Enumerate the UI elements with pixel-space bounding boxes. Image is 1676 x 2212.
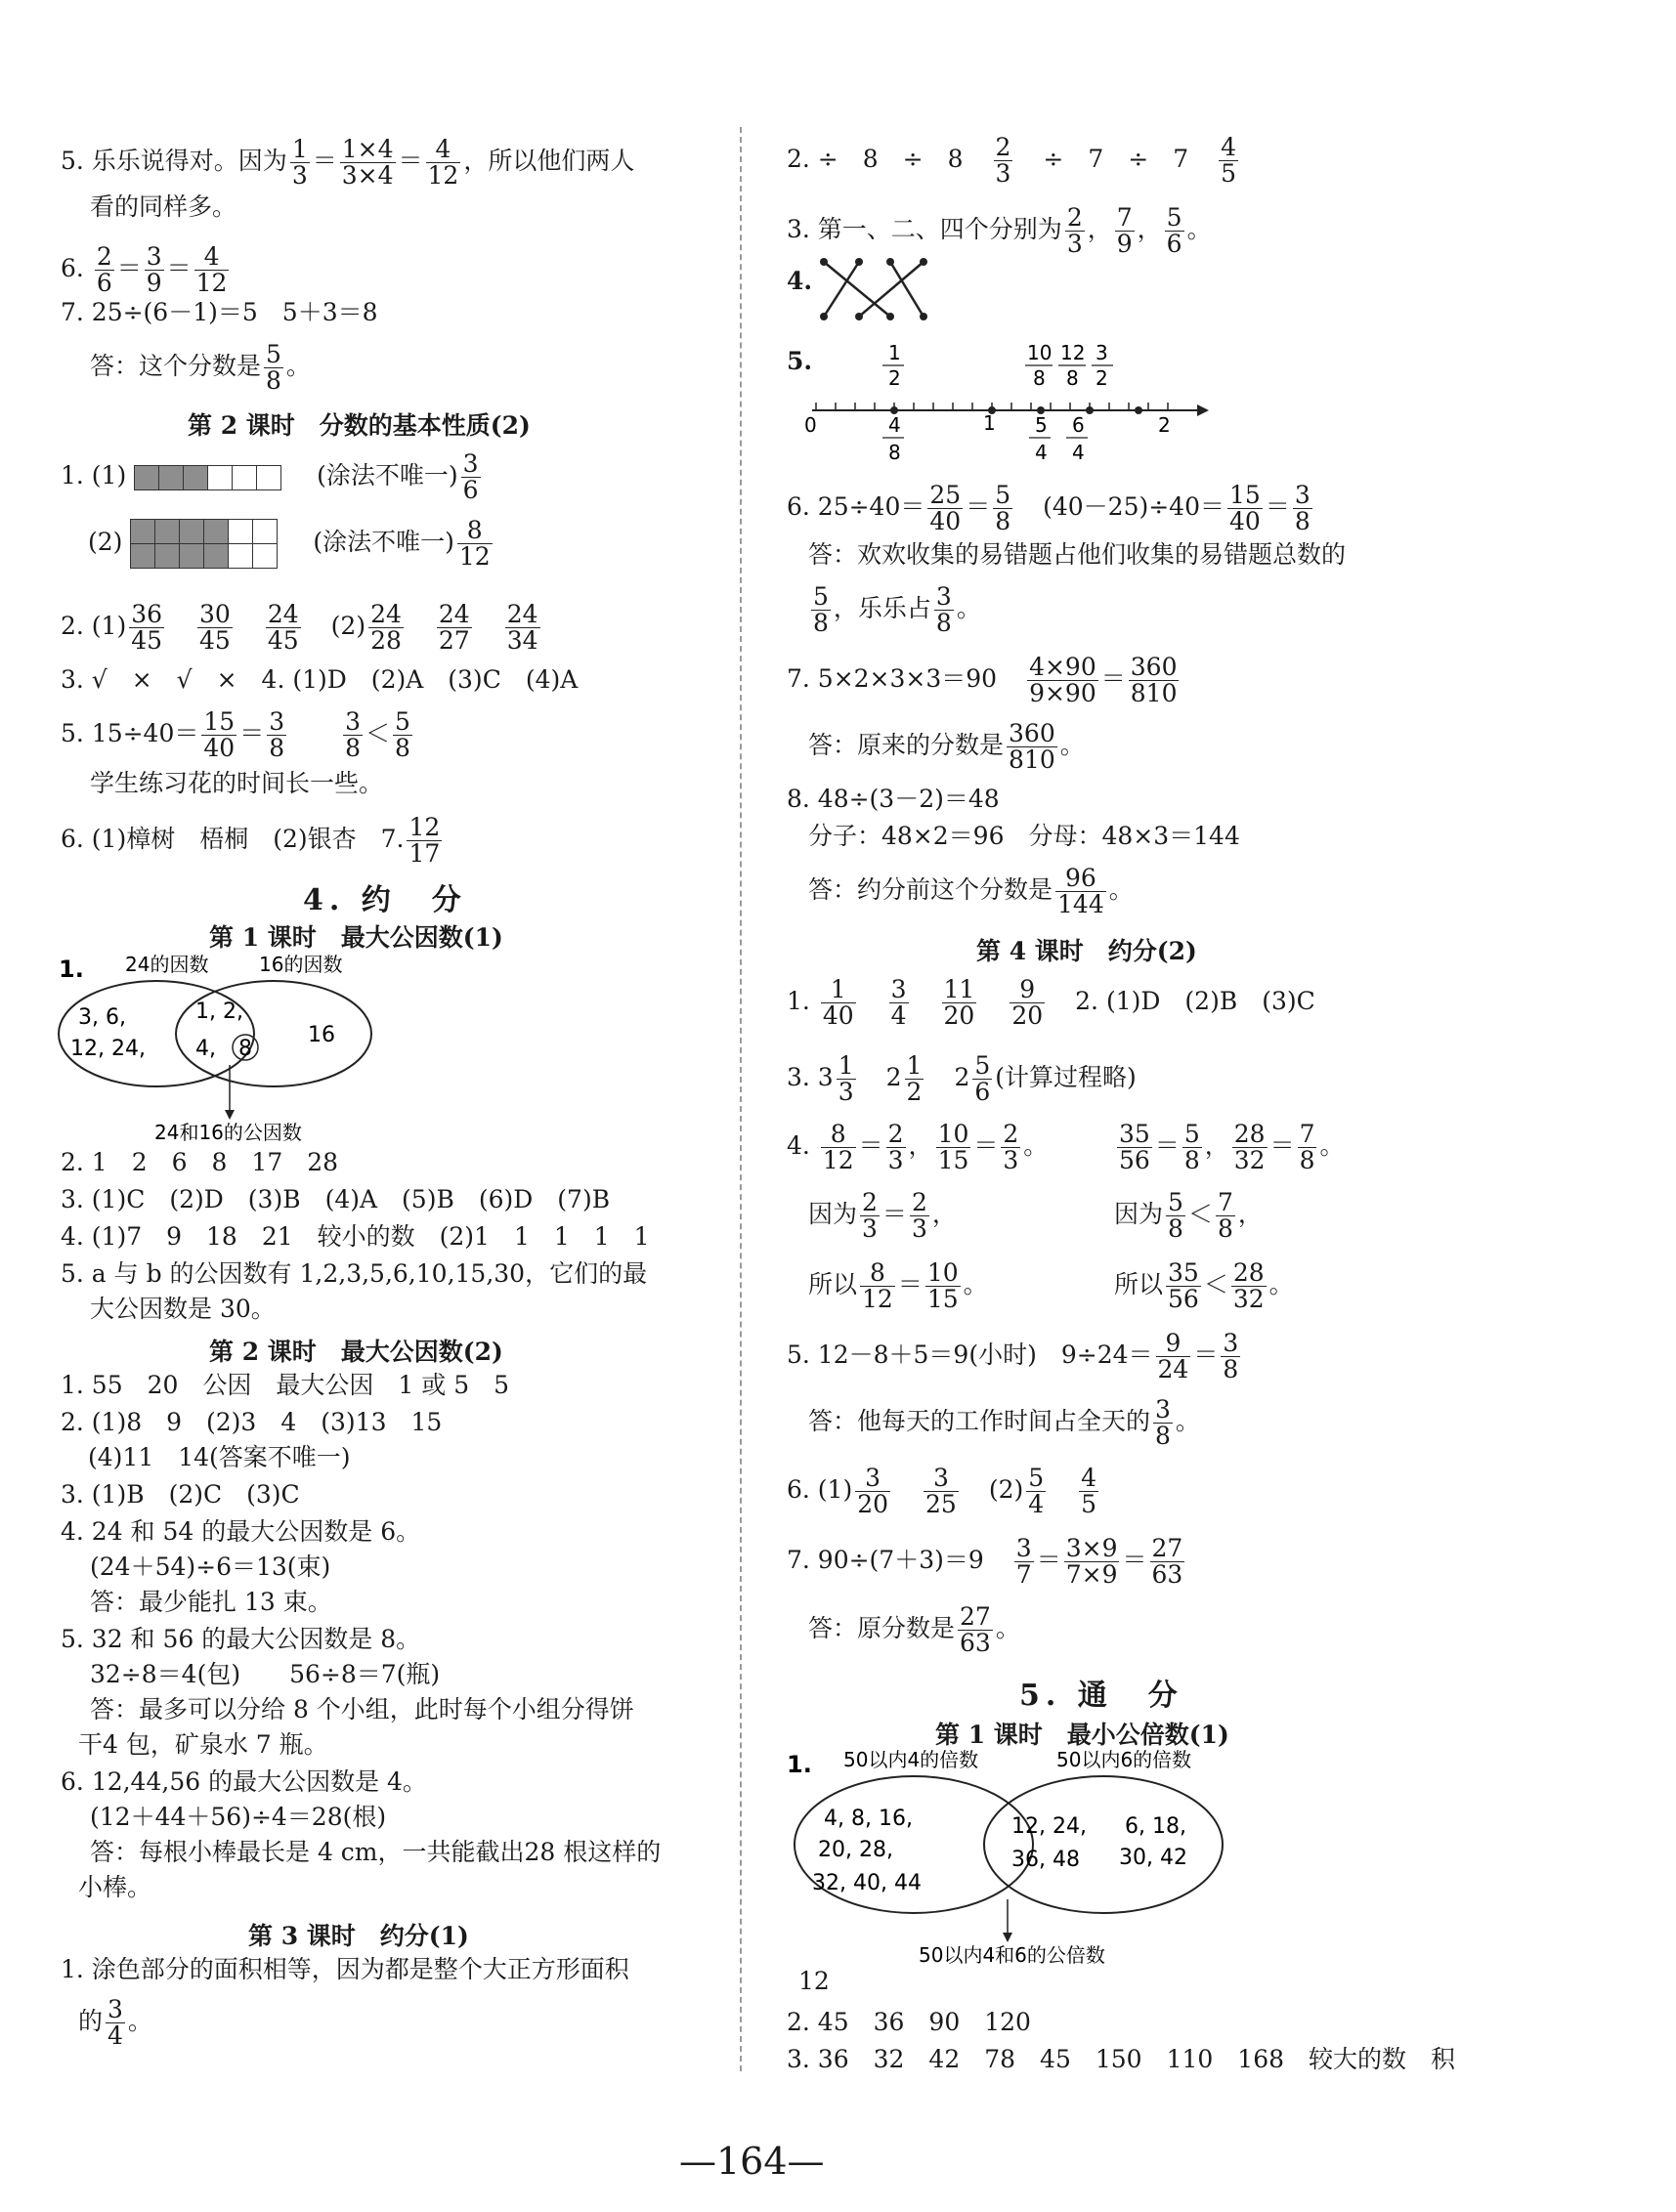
svg-text:6: 6 [1072,413,1085,437]
b-answer-5-b: 32÷8＝4(包) 56÷8＝7(瓶) [90,1660,441,1688]
section-heading: 第 2 课时 最大公因数(2) [209,1338,503,1366]
e-answer-1-cont: 12 [798,1967,830,1995]
b-answer-4-b: (24＋54)÷6＝13(束) [90,1553,331,1581]
label-one: 1 [983,411,996,435]
chapter-heading: 5. 通 分 [1019,1679,1183,1713]
b-answer-6-d: 小棒。 [78,1873,152,1901]
section-heading: 第 1 课时 最小公倍数(1) [935,1721,1229,1749]
d-answer-4-line1: 4. $\frac{8}{12}$ ＝ $\frac{2}{3}$ ， $\frac{10}{15}$ ＝ $\frac{2}{3}$ 。 [787,1120,1049,1174]
venn-circle-right [176,981,371,1086]
match-line [859,262,924,317]
venn-common-2: 4, [195,1037,216,1061]
b-answer-4: 4. 24 和 54 的最大公因数是 6。 [61,1517,421,1546]
e-answer-3: 3. 36 32 42 78 45 150 110 168 较大的数 积 [787,2045,1456,2073]
svg-text:4: 4 [888,413,901,437]
venn-right-only-1: 6, 18, [1125,1814,1186,1839]
r-answer-2: 2. ÷ 8 ÷ 8 $\frac{2}{3}$ ÷ 7 ÷ 7 $\frac{4}{5}$ [787,133,1237,188]
match-dot [855,313,863,320]
d-answer-4-line2: 因为 $\frac{2}{3}$ ＝ $\frac{2}{3}$ ， [808,1188,957,1243]
venn-left-only-2: 20, 28, [818,1838,893,1862]
b-answer-5: 5. 32 和 56 的最大公因数是 8。 [61,1625,421,1653]
point-6-4 [1086,406,1094,414]
above-fractions [882,341,1113,390]
match-dot [886,258,894,266]
r-answer-6: 6. 25÷40＝ $\frac{25}{40}$ ＝ $\frac{5}{8}$ (40－25)÷40＝ $\frac{15}{40}$ ＝ $\frac{3}{8}$ [787,481,1311,535]
fraction-grid [130,519,278,569]
match-dot [886,313,894,320]
venn-arrow-head [1003,1933,1012,1942]
d-answer-3: 3. 3 $\frac{1}{3}$ 2 $\frac{1}{2}$ 2 $\frac{5}{6}$ (计算过程略) [787,1051,1137,1106]
section-heading: 第 3 课时 约分(1) [248,1922,469,1950]
venn-common-1: 12, 24, [1011,1814,1087,1839]
venn-left-only-2: 12, 24, [70,1037,146,1061]
b-answer-6: 6. 12,44,56 的最大公因数是 4。 [61,1767,427,1796]
venn-bottom-label: 24和16的公因数 [154,1121,302,1143]
d-answer-4-line1-right: $\frac{35}{56}$ ＝ $\frac{5}{8}$ ， $\frac{28}{32}$ ＝ $\frac{7}{8}$ 。 [1119,1120,1345,1174]
b-answer-6-b: (12＋44＋56)÷4＝28(根) [90,1803,387,1831]
r-answer-5-number: 5. [787,347,813,375]
r-answer-4-number: 4. [787,267,813,295]
section-heading: 第 4 课时 约分(2) [976,937,1197,965]
venn-label-right: 16的因数 [259,953,343,976]
label-zero: 0 [804,413,817,437]
d-answer-5-reply: 答：他每天的工作时间占全天的 $\frac{3}{8}$ 。 [808,1395,1200,1450]
match-dot [820,258,828,266]
match-dot [920,313,927,320]
svg-text:8: 8 [1066,366,1079,390]
venn-right-only-2: 30, 42 [1119,1846,1187,1870]
page-number: —164— [679,2140,825,2183]
venn-multiples-diagram [777,1743,1285,1968]
match-line [890,262,924,317]
b-answer-2-cont: (4)11 14(答案不唯一) [88,1443,351,1471]
l2-answer-3-4: 3. √ × √ × 4. (1)D (2)A (3)C (4)A [61,665,579,694]
l2-answer-5-cont: 学生练习花的时间长一些。 [90,769,384,797]
answer-7-reply: 答：这个分数是 $\frac{5}{8}$ 。 [90,340,311,395]
svg-text:8: 8 [888,441,901,464]
l2-answer-2: 2. (1) $\frac{36}{45}$ $\frac{30}{45}$ $\frac{24}{45}$ (2) $\frac{24}{28}$ $\frac{24}{27}$ $\frac{24}{34}$ [61,600,538,655]
svg-text:4: 4 [1035,441,1048,464]
b-answer-5-d: 干4 包，矿泉水 7 瓶。 [78,1730,328,1759]
d-answer-6: 6. (1) $\frac{3}{20}$ $\frac{3}{25}$ (2) $\frac{5}{4}$ $\frac{4}{5}$ [787,1464,1097,1518]
match-dot [855,258,863,266]
b-answer-2: 2. (1)8 9 (2)3 4 (3)13 15 [61,1408,443,1436]
match-line [824,262,859,317]
b-answer-4-c: 答：最少能扎 13 束。 [90,1588,332,1616]
column-divider [740,127,742,2071]
svg-text:2: 2 [1096,366,1108,390]
b-answer-3: 3. (1)B (2)C (3)C [61,1480,300,1509]
a4-answer-2: 2. 1 2 6 8 17 28 [61,1148,339,1176]
d-answer-7-reply: 答：原分数是 $\frac{27}{63}$ 。 [808,1602,1020,1657]
venn-right-only: 16 [308,1023,335,1047]
svg-text:10: 10 [1027,341,1053,364]
answer-5: 5. 乐乐说得对。因为 $\frac{1}{3}$ ＝ $\frac{1\times 4}{3\times 4}$ ＝ $\frac{4}{12}$ ，所以他们两人 [61,135,635,190]
section-heading: 第 2 课时 分数的基本性质(2) [188,411,531,440]
d-answer-4-line3-right: 所以 $\frac{35}{56}$ ＜ $\frac{28}{32}$ 。 [1114,1258,1294,1313]
venn-circle-left [59,981,254,1086]
d-answer-1-2: 1. $\frac{1}{40}$ $\frac{3}{4}$ $\frac{11}{20}$ $\frac{9}{20}$ 2. (1)D (2)B (3)C [787,975,1315,1030]
c-answer-1: 1. 涂色部分的面积相等，因为都是整个大正方形面积 [61,1955,629,1983]
l2-answer-5: 5. 15÷40＝ $\frac{15}{40}$ ＝ $\frac{3}{8}$ $\frac{3}{8}$ ＜ $\frac{5}{8}$ [61,707,410,762]
e-answer-2: 2. 45 36 90 120 [787,2008,1031,2036]
r-answer-6-reply-cont: $\frac{5}{8}$ ，乐乐占 $\frac{3}{8}$ 。 [813,582,981,637]
venn-circled-number: 8 [238,1037,252,1061]
r-answer-3: 3. 第一、二、四个分别为 $\frac{2}{3}$ ， $\frac{7}{9}$ ， $\frac{5}{6}$ 。 [787,203,1212,258]
c-answer-1-cont: 的 $\frac{3}{4}$ 。 [78,1995,152,2050]
point-2 [1135,406,1142,414]
venn-left-only-3: 32, 40, 44 [812,1871,922,1895]
svg-text:8: 8 [1033,366,1046,390]
svg-text:5: 5 [1035,413,1048,437]
r-answer-8: 8. 48÷(3－2)＝48 [787,785,1000,813]
d-answer-4-line3: 所以 $\frac{8}{12}$ ＝ $\frac{10}{15}$ 。 [808,1258,988,1313]
venn-common-2: 36, 48 [1011,1848,1080,1872]
a4-answer-3: 3. (1)C (2)D (3)B (4)A (5)B (6)D (7)B [61,1185,611,1213]
a4-answer-5: 5. a 与 b 的公因数有 1,2,3,5,6,10,15,30，它们的最 [61,1259,648,1288]
matching-lines-diagram [812,252,939,330]
fraction-grid [134,465,281,490]
d-answer-4-line2-right: 因为 $\frac{5}{8}$ ＜ $\frac{7}{8}$ ， [1114,1188,1263,1243]
venn-common-1: 1, 2, [195,1000,243,1024]
venn-label-left: 50以内4的倍数 [843,1748,979,1771]
b-answer-5-c: 答：最多可以分给 8 个小组，此时每个小组分得饼 [90,1695,634,1723]
chapter-heading: 4. 约 分 [303,883,467,917]
venn-circle-right [984,1776,1223,1913]
match-line [824,262,890,317]
venn-number: 1. [59,956,84,983]
a4-answer-5-cont: 大公因数是 30。 [90,1295,276,1323]
venn-left-only-1: 3, 6, [78,1005,126,1030]
number-line-arrow [1197,404,1209,416]
venn-number: 1. [787,1751,812,1778]
answer-5-cont: 看的同样多。 [90,192,237,221]
match-dot [920,258,927,266]
label-two: 2 [1158,413,1171,437]
svg-text:1: 1 [888,341,901,364]
r-answer-8-b: 分子：48×2＝96 分母：48×3＝144 [808,822,1240,850]
svg-text:12: 12 [1060,341,1086,364]
b-answer-6-c: 答：每根小棒最长是 4 cm，一共能截出28 根这样的 [90,1838,662,1866]
number-line-diagram [796,338,1217,467]
venn-label-left: 24的因数 [125,953,209,976]
match-dot [820,313,828,320]
r-answer-8-reply: 答：约分前这个分数是 $\frac{96}{144}$ 。 [808,864,1134,918]
d-answer-7: 7. 90÷(7＋3)＝9 $\frac{3}{7}$ ＝ $\frac{3\times 9}{7\times 9}$ ＝ $\frac{27}{63}$ [787,1534,1183,1589]
l2-answer-6-7: 6. (1)樟树 梧桐 (2)银杏 7. $\frac{12}{17}$ [61,813,441,868]
venn-left-only-1: 4, 8, 16, [824,1807,913,1831]
svg-text:3: 3 [1096,341,1108,364]
answer-7: 7. 25÷(6－1)＝5 5＋3＝8 [61,298,378,326]
d-answer-5: 5. 12－8＋5＝9(小时) 9÷24＝ $\frac{9}{24}$ ＝ $\frac{3}{8}$ [787,1329,1239,1383]
a4-answer-4: 4. (1)7 9 18 21 较小的数 (2)1 1 1 1 1 [61,1222,650,1251]
l2-answer-1-2: (2) (涂法不唯一) $\frac{8}{12}$ [88,516,491,571]
section-heading: 第 1 课时 最大公因数(1) [209,923,503,952]
r-answer-7: 7. 5×2×3×3＝90 $\frac{4\times 90}{9\times 90}$ ＝ $\frac{360}{810}$ [787,653,1178,707]
venn-label-right: 50以内6的倍数 [1056,1748,1192,1771]
l2-answer-1-1: 1. (1) (涂法不唯一) $\frac{3}{6}$ [61,449,479,504]
r-answer-7-reply: 答：原来的分数是 $\frac{360}{810}$ 。 [808,719,1085,774]
venn-arrow-head [225,1110,235,1120]
b-answer-1: 1. 55 20 公因 最大公因 1 或 5 5 [61,1371,510,1399]
answer-6: 6. $\frac{2}{6}$ ＝ $\frac{3}{9}$ ＝ $\frac{4}{12}$ [61,242,228,297]
r-answer-6-reply: 答：欢欢收集的易错题占他们收集的易错题总数的 [808,540,1347,569]
svg-text:2: 2 [888,366,901,390]
svg-text:4: 4 [1072,441,1085,464]
venn-factors-diagram [49,948,401,1143]
venn-bottom-label: 50以内4和6的公倍数 [919,1943,1105,1967]
